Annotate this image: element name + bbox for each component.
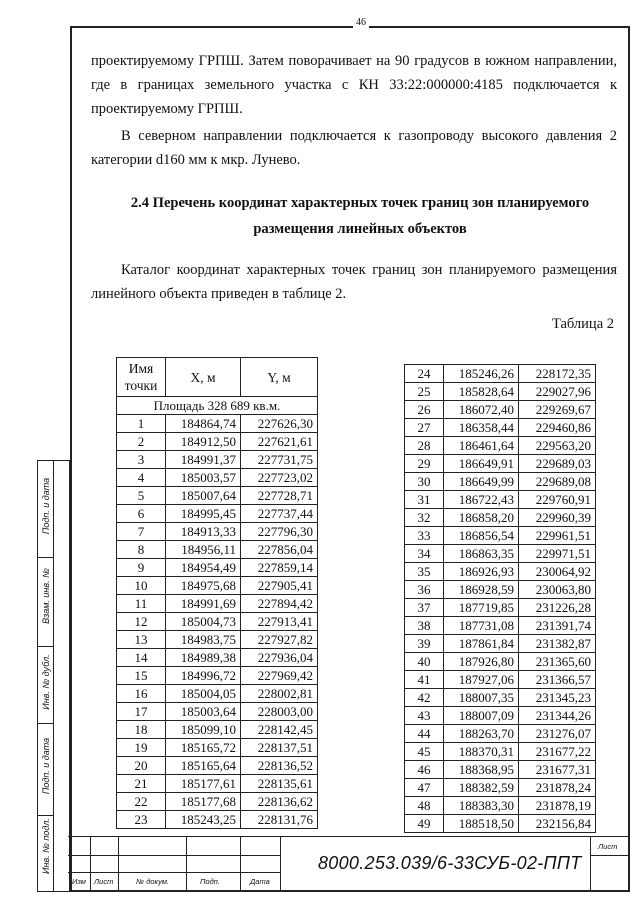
point-name-cell: 13	[117, 631, 166, 649]
y-cell: 227626,30	[241, 415, 318, 433]
x-cell: 185177,61	[166, 775, 241, 793]
point-name-cell: 14	[117, 649, 166, 667]
table-row	[117, 613, 318, 631]
x-cell: 186856,54	[444, 527, 519, 545]
table-caption: Таблица 2	[551, 316, 614, 332]
point-name-cell: 36	[405, 581, 444, 599]
y-cell: 227913,41	[241, 613, 318, 631]
x-cell: 188518,50	[444, 815, 519, 833]
table-row	[117, 739, 318, 757]
point-name-cell: 8	[117, 541, 166, 559]
title-block	[68, 836, 628, 892]
table-row	[405, 545, 596, 563]
point-name-cell: 7	[117, 523, 166, 541]
point-name-cell: 29	[405, 455, 444, 473]
x-cell: 184912,50	[166, 433, 241, 451]
intro-paragraph: Каталог координат характерных точек границ зон планируемого размещения линейного объекта приведен в таблице 2.	[91, 262, 617, 302]
table-row	[117, 487, 318, 505]
x-cell: 187927,06	[444, 671, 519, 689]
x-cell: 184989,38	[166, 649, 241, 667]
x-cell: 186072,40	[444, 401, 519, 419]
point-name-cell: 30	[405, 473, 444, 491]
point-name-cell: 12	[117, 613, 166, 631]
y-cell: 228137,51	[241, 739, 318, 757]
table-row	[405, 437, 596, 455]
y-cell: 227737,44	[241, 505, 318, 523]
table-row	[405, 401, 596, 419]
x-cell: 185828,64	[444, 383, 519, 401]
x-cell: 188007,35	[444, 689, 519, 707]
x-cell: 188007,09	[444, 707, 519, 725]
point-name-cell: 18	[117, 721, 166, 739]
x-cell: 185165,72	[166, 739, 241, 757]
point-name-cell: 15	[117, 667, 166, 685]
table-row	[117, 703, 318, 721]
sidebar-label-sign-date-2: Подп. и дата	[41, 737, 51, 795]
x-cell: 186461,64	[444, 437, 519, 455]
y-cell: 229961,51	[519, 527, 596, 545]
x-cell: 187861,84	[444, 635, 519, 653]
point-name-cell: 17	[117, 703, 166, 721]
table-row	[405, 455, 596, 473]
table-row	[117, 721, 318, 739]
y-cell: 228002,81	[241, 685, 318, 703]
y-cell: 231677,22	[519, 743, 596, 761]
point-name-cell: 33	[405, 527, 444, 545]
y-cell: 227731,75	[241, 451, 318, 469]
point-name-cell: 31	[405, 491, 444, 509]
x-cell: 185003,64	[166, 703, 241, 721]
point-name-cell: 11	[117, 595, 166, 613]
table-row	[117, 433, 318, 451]
y-cell: 231365,60	[519, 653, 596, 671]
point-name-cell: 47	[405, 779, 444, 797]
point-name-cell: 41	[405, 671, 444, 689]
y-cell: 228003,00	[241, 703, 318, 721]
y-cell: 228136,62	[241, 793, 318, 811]
table-row	[405, 707, 596, 725]
paragraph-2: В северном направлении подключается к газопроводу высокого давления 2 категории d160 мм к мкр. Лунево.	[91, 128, 617, 168]
point-name-cell: 43	[405, 707, 444, 725]
point-name-cell: 20	[117, 757, 166, 775]
point-name-cell: 48	[405, 797, 444, 815]
x-cell: 186358,44	[444, 419, 519, 437]
sidebar-label-dup-inv: Инв. № дубл.	[41, 654, 51, 710]
point-name-cell: 28	[405, 437, 444, 455]
sidebar-label-sign-date-1: Подп. и дата	[41, 477, 51, 535]
table-row	[117, 631, 318, 649]
point-name-cell: 10	[117, 577, 166, 595]
point-name-cell: 27	[405, 419, 444, 437]
point-name-cell: 3	[117, 451, 166, 469]
stamp-col-sheet: Лист	[94, 877, 114, 886]
x-cell: 185243,25	[166, 811, 241, 829]
document-code: 8000.253.039/6-33СУБ-02-ППТ	[318, 853, 582, 873]
point-name-cell: 49	[405, 815, 444, 833]
x-cell: 184864,74	[166, 415, 241, 433]
x-cell: 185165,64	[166, 757, 241, 775]
header-point-name: Имя точки	[117, 358, 166, 397]
point-name-cell: 38	[405, 617, 444, 635]
point-name-cell: 1	[117, 415, 166, 433]
page-number: 46	[353, 17, 369, 28]
y-cell: 227927,82	[241, 631, 318, 649]
point-name-cell: 32	[405, 509, 444, 527]
y-cell: 227856,04	[241, 541, 318, 559]
table-row	[405, 725, 596, 743]
table-row	[405, 509, 596, 527]
point-name-cell: 23	[117, 811, 166, 829]
point-name-cell: 44	[405, 725, 444, 743]
x-cell: 188383,30	[444, 797, 519, 815]
x-cell: 185004,73	[166, 613, 241, 631]
point-name-cell: 26	[405, 401, 444, 419]
y-cell: 227969,42	[241, 667, 318, 685]
table-row	[405, 527, 596, 545]
table-row	[117, 415, 318, 433]
point-name-cell: 24	[405, 365, 444, 383]
table-row	[117, 451, 318, 469]
table-row	[405, 815, 596, 833]
x-cell: 184983,75	[166, 631, 241, 649]
point-name-cell: 25	[405, 383, 444, 401]
table-row	[117, 559, 318, 577]
point-name-cell: 2	[117, 433, 166, 451]
y-cell: 231878,24	[519, 779, 596, 797]
stamp-col-doc-num: № докум.	[136, 877, 170, 886]
point-name-cell: 37	[405, 599, 444, 617]
x-cell: 186863,35	[444, 545, 519, 563]
y-cell: 229027,96	[519, 383, 596, 401]
y-cell: 227859,14	[241, 559, 318, 577]
table-row	[117, 595, 318, 613]
point-name-cell: 5	[117, 487, 166, 505]
header-y: Y, м	[241, 358, 318, 397]
point-name-cell: 6	[117, 505, 166, 523]
table-row	[405, 761, 596, 779]
point-name-cell: 22	[117, 793, 166, 811]
table-row	[405, 599, 596, 617]
y-cell: 229460,86	[519, 419, 596, 437]
table-row	[117, 577, 318, 595]
x-cell: 185007,64	[166, 487, 241, 505]
side-stamp	[37, 460, 70, 892]
y-cell: 227728,71	[241, 487, 318, 505]
y-cell: 231391,74	[519, 617, 596, 635]
x-cell: 188368,95	[444, 761, 519, 779]
y-cell: 227621,61	[241, 433, 318, 451]
x-cell: 187926,80	[444, 653, 519, 671]
y-cell: 231366,57	[519, 671, 596, 689]
y-cell: 228142,45	[241, 721, 318, 739]
point-name-cell: 45	[405, 743, 444, 761]
coordinates-table-right	[404, 364, 596, 833]
y-cell: 231878,19	[519, 797, 596, 815]
point-name-cell: 4	[117, 469, 166, 487]
x-cell: 186649,99	[444, 473, 519, 491]
x-cell: 187719,85	[444, 599, 519, 617]
y-cell: 231226,28	[519, 599, 596, 617]
x-cell: 185004,05	[166, 685, 241, 703]
y-cell: 227936,04	[241, 649, 318, 667]
point-name-cell: 16	[117, 685, 166, 703]
stamp-col-change: Изм	[72, 877, 86, 886]
table-row	[405, 491, 596, 509]
stamp-col-date: Дата	[250, 877, 270, 886]
x-cell: 186928,59	[444, 581, 519, 599]
y-cell: 231276,07	[519, 725, 596, 743]
point-name-cell: 9	[117, 559, 166, 577]
y-cell: 229960,39	[519, 509, 596, 527]
x-cell: 186858,20	[444, 509, 519, 527]
table-row	[405, 473, 596, 491]
y-cell: 232156,84	[519, 815, 596, 833]
point-name-cell: 46	[405, 761, 444, 779]
table-row	[117, 811, 318, 829]
x-cell: 186649,91	[444, 455, 519, 473]
table-row	[117, 685, 318, 703]
y-cell: 229760,91	[519, 491, 596, 509]
stamp-sheet-label: Лист	[598, 842, 618, 851]
x-cell: 184991,37	[166, 451, 241, 469]
y-cell: 227894,42	[241, 595, 318, 613]
table-row	[117, 775, 318, 793]
table-row	[405, 653, 596, 671]
y-cell: 229689,08	[519, 473, 596, 491]
coordinates-table-left	[116, 357, 318, 829]
table-row	[405, 563, 596, 581]
x-cell: 184975,68	[166, 577, 241, 595]
x-cell: 187731,08	[444, 617, 519, 635]
stamp-col-sign: Подп.	[200, 877, 220, 886]
x-cell: 188263,70	[444, 725, 519, 743]
table-row	[117, 469, 318, 487]
y-cell: 229689,03	[519, 455, 596, 473]
y-cell: 228172,35	[519, 365, 596, 383]
table-row	[405, 617, 596, 635]
table-row	[405, 581, 596, 599]
table-row	[117, 757, 318, 775]
y-cell: 228135,61	[241, 775, 318, 793]
table-row	[405, 779, 596, 797]
paragraph-1: проектируемому ГРПШ. Затем поворачивает на 90 градусов в южном направлении, где в границах земельного участка с КН 33:22:000000:4185 подключается к проектируемому ГРПШ.	[91, 53, 617, 117]
x-cell: 186722,43	[444, 491, 519, 509]
y-cell: 227723,02	[241, 469, 318, 487]
sidebar-label-orig-inv: Инв. № подл.	[41, 818, 51, 874]
x-cell: 185099,10	[166, 721, 241, 739]
x-cell: 185177,68	[166, 793, 241, 811]
table-row	[405, 671, 596, 689]
table-row	[405, 635, 596, 653]
x-cell: 184913,33	[166, 523, 241, 541]
y-cell: 231677,31	[519, 761, 596, 779]
table-row	[117, 649, 318, 667]
x-cell: 184956,11	[166, 541, 241, 559]
table-row	[405, 797, 596, 815]
table-row	[405, 365, 596, 383]
x-cell: 185003,57	[166, 469, 241, 487]
table-row	[405, 689, 596, 707]
point-name-cell: 39	[405, 635, 444, 653]
y-cell: 227796,30	[241, 523, 318, 541]
table-row	[405, 383, 596, 401]
point-name-cell: 40	[405, 653, 444, 671]
point-name-cell: 21	[117, 775, 166, 793]
table-row	[405, 419, 596, 437]
sidebar-label-replace-inv: Взам. инв. №	[41, 568, 51, 624]
header-x: X, м	[166, 358, 241, 397]
y-cell: 229563,20	[519, 437, 596, 455]
table-row	[117, 505, 318, 523]
point-name-cell: 34	[405, 545, 444, 563]
x-cell: 184996,72	[166, 667, 241, 685]
x-cell: 184954,49	[166, 559, 241, 577]
table-row	[117, 541, 318, 559]
area-row: Площадь 328 689 кв.м.	[117, 397, 318, 415]
y-cell: 230063,80	[519, 581, 596, 599]
y-cell: 231382,87	[519, 635, 596, 653]
y-cell: 228136,52	[241, 757, 318, 775]
point-name-cell: 42	[405, 689, 444, 707]
y-cell: 229269,67	[519, 401, 596, 419]
table-row	[405, 743, 596, 761]
table-row	[117, 793, 318, 811]
y-cell: 228131,76	[241, 811, 318, 829]
point-name-cell: 35	[405, 563, 444, 581]
point-name-cell: 19	[117, 739, 166, 757]
x-cell: 185246,26	[444, 365, 519, 383]
x-cell: 184991,69	[166, 595, 241, 613]
table-row	[117, 523, 318, 541]
table-row	[117, 667, 318, 685]
x-cell: 186926,93	[444, 563, 519, 581]
x-cell: 188370,31	[444, 743, 519, 761]
y-cell: 227905,41	[241, 577, 318, 595]
y-cell: 231345,23	[519, 689, 596, 707]
x-cell: 184995,45	[166, 505, 241, 523]
y-cell: 231344,26	[519, 707, 596, 725]
x-cell: 188382,59	[444, 779, 519, 797]
y-cell: 229971,51	[519, 545, 596, 563]
y-cell: 230064,92	[519, 563, 596, 581]
section-heading: 2.4 Перечень координат характерных точек границ зон планируемого размещения линейных объектов	[130, 195, 590, 237]
